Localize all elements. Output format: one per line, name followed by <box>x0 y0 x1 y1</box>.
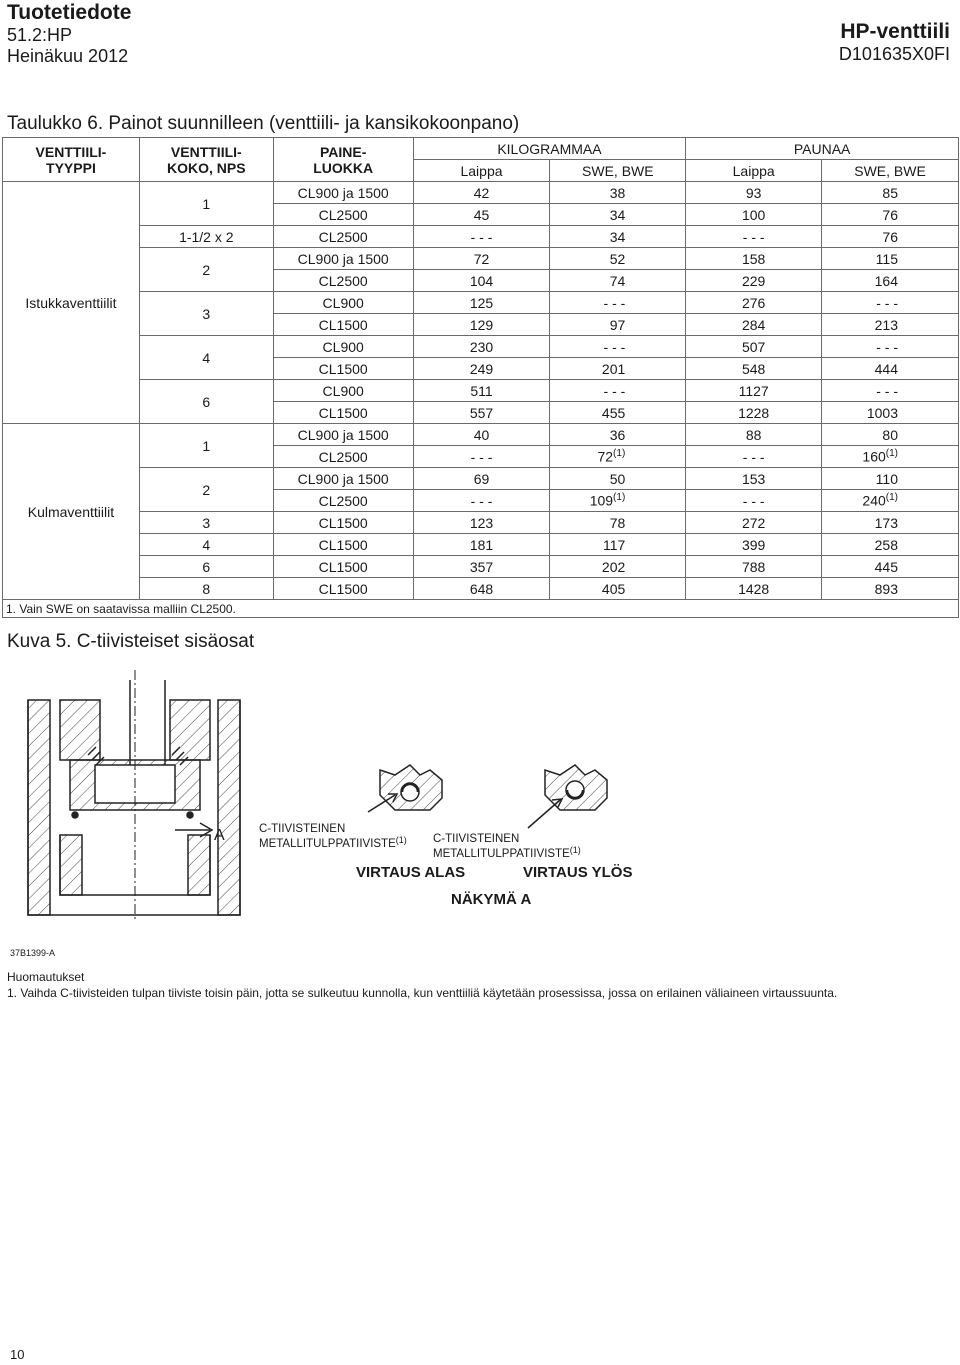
kg-swe-cell: 72$^{(1)}$ <box>550 446 686 468</box>
lb-flange-cell: 100 <box>686 204 822 226</box>
size-cell: 1 <box>139 182 273 226</box>
lb-flange-cell: 788 <box>686 556 822 578</box>
table-row <box>3 226 959 248</box>
valve-section-view <box>28 670 240 920</box>
table-row <box>3 534 959 556</box>
class-cell: CL2500 <box>273 490 413 512</box>
class-cell: CL900 <box>273 336 413 358</box>
kg-swe-cell: - - - <box>550 380 686 402</box>
table-row <box>3 292 959 314</box>
table-title: Taulukko 6. Painot suunnilleen (venttiili- ja kansikokoonpano) <box>7 113 520 134</box>
lb-swe-cell: 76 <box>822 226 959 248</box>
lb-swe-cell: 258 <box>822 534 959 556</box>
seal-label-2-line1: C-TIIVISTEINEN <box>433 833 520 845</box>
lb-flange-cell: 88 <box>686 424 822 446</box>
kg-flange-cell: 45 <box>413 204 550 226</box>
size-cell: 4 <box>139 534 273 556</box>
notes-text: 1. Vaihda C-tiivisteiden tulpan tiiviste toisin päin, jotta se sulkeutuu kunnolla, kun venttiiliä käytetään prosessissa, jossa on erilainen väliaineen virtaussuunta. <box>7 986 838 1000</box>
size-cell: 8 <box>139 578 273 600</box>
view-a-label: NÄKYMÄ A <box>451 891 532 908</box>
table-footnote-row <box>3 600 959 618</box>
lb-flange-cell: 158 <box>686 248 822 270</box>
col-header-lb-flange: Laippa <box>686 160 822 182</box>
lb-swe-cell: 110 <box>822 468 959 490</box>
size-cell: 3 <box>139 292 273 336</box>
table-row <box>3 248 959 270</box>
kg-flange-cell: 357 <box>413 556 550 578</box>
lb-swe-cell: 80 <box>822 424 959 446</box>
lb-flange-cell: - - - <box>686 446 822 468</box>
kg-flange-cell: 123 <box>413 512 550 534</box>
col-header-size: VENTTIILI- KOKO, NPS <box>139 138 273 182</box>
lb-flange-cell: 229 <box>686 270 822 292</box>
class-cell: CL1500 <box>273 402 413 424</box>
table-row <box>3 424 959 446</box>
lb-flange-cell: 276 <box>686 292 822 314</box>
col-header-kg-swe: SWE, BWE <box>550 160 686 182</box>
kg-swe-cell: 455 <box>550 402 686 424</box>
kg-flange-cell: - - - <box>413 490 550 512</box>
kg-swe-cell: 38 <box>550 182 686 204</box>
kg-swe-cell: 78 <box>550 512 686 534</box>
lb-swe-cell: - - - <box>822 292 959 314</box>
page-number: 10 <box>10 1347 25 1362</box>
kg-swe-cell: 201 <box>550 358 686 380</box>
col-header-type: VENTTIILI- TYYPPI <box>3 138 140 182</box>
kg-swe-cell: 36 <box>550 424 686 446</box>
kg-swe-cell: 52 <box>550 248 686 270</box>
notes-heading: Huomautukset <box>7 970 85 984</box>
kg-flange-cell: 42 <box>413 182 550 204</box>
lb-flange-cell: 1428 <box>686 578 822 600</box>
seal-detail-flow-down <box>368 765 442 812</box>
lb-swe-cell: 444 <box>822 358 959 380</box>
lb-flange-cell: 1228 <box>686 402 822 424</box>
class-cell: CL2500 <box>273 270 413 292</box>
kg-swe-cell: 202 <box>550 556 686 578</box>
doc-code: D101635X0FI <box>838 44 950 64</box>
lb-swe-cell: 1003 <box>822 402 959 424</box>
col-header-lb: PAUNAA <box>686 138 959 160</box>
lb-swe-cell: 85 <box>822 182 959 204</box>
lb-swe-cell: 893 <box>822 578 959 600</box>
seal-label-2-line2: METALLITULPPATIIVISTE$^{(1)}$ <box>433 845 581 860</box>
table-row <box>3 336 959 358</box>
class-cell: CL1500 <box>273 534 413 556</box>
lb-flange-cell: - - - <box>686 226 822 248</box>
kg-flange-cell: 129 <box>413 314 550 336</box>
lb-swe-cell: 213 <box>822 314 959 336</box>
kg-swe-cell: 74 <box>550 270 686 292</box>
lb-swe-cell: 115 <box>822 248 959 270</box>
table-row <box>3 578 959 600</box>
seal-label-1-line2: METALLITULPPATIIVISTE$^{(1)}$ <box>259 835 407 850</box>
col-header-lb-swe: SWE, BWE <box>822 160 959 182</box>
class-cell: CL2500 <box>273 204 413 226</box>
kg-flange-cell: - - - <box>413 226 550 248</box>
lb-swe-cell: 160$^{(1)}$ <box>822 446 959 468</box>
valve-trim-drawing <box>0 660 960 950</box>
col-header-kg-flange: Laippa <box>413 160 550 182</box>
size-cell: 1-1/2 x 2 <box>139 226 273 248</box>
lb-swe-cell: 76 <box>822 204 959 226</box>
kg-flange-cell: - - - <box>413 446 550 468</box>
table-row <box>3 182 959 204</box>
kg-flange-cell: 125 <box>413 292 550 314</box>
col-header-kg: KILOGRAMMAA <box>413 138 686 160</box>
kg-swe-cell: - - - <box>550 336 686 358</box>
size-cell: 1 <box>139 424 273 468</box>
kg-flange-cell: 104 <box>413 270 550 292</box>
kg-swe-cell: 109$^{(1)}$ <box>550 490 686 512</box>
class-cell: CL900 ja 1500 <box>273 468 413 490</box>
footnote-mark: (1) <box>885 448 898 460</box>
table-row <box>3 380 959 402</box>
table-row <box>3 556 959 578</box>
kg-swe-cell: 405 <box>550 578 686 600</box>
kg-swe-cell: 34 <box>550 204 686 226</box>
table-row <box>3 468 959 490</box>
flow-up-label: VIRTAUS YLÖS <box>523 864 633 881</box>
lb-flange-cell: 284 <box>686 314 822 336</box>
figure-title: Kuva 5. C-tiivisteiset sisäosat <box>7 631 255 652</box>
kg-flange-cell: 648 <box>413 578 550 600</box>
class-cell: CL1500 <box>273 358 413 380</box>
doc-header-right <box>839 20 950 65</box>
class-cell: CL900 ja 1500 <box>273 248 413 270</box>
col-header-pressure: PAINE- LUOKKA <box>273 138 413 182</box>
lb-flange-cell: 93 <box>686 182 822 204</box>
table-row <box>3 512 959 534</box>
doc-title: Tuotetiedote <box>7 1 132 24</box>
class-cell: CL1500 <box>273 578 413 600</box>
doc-header-left <box>7 0 131 67</box>
size-cell: 6 <box>139 380 273 424</box>
weights-table <box>2 137 959 618</box>
lb-flange-cell: 399 <box>686 534 822 556</box>
seal-label-1-line1: C-TIIVISTEINEN <box>259 823 346 835</box>
lb-flange-cell: 507 <box>686 336 822 358</box>
lb-flange-cell: 1127 <box>686 380 822 402</box>
lb-swe-cell: 164 <box>822 270 959 292</box>
seal-detail-flow-up <box>528 765 607 828</box>
doc-date: Heinäkuu 2012 <box>7 46 129 66</box>
kg-flange-cell: 69 <box>413 468 550 490</box>
size-cell: 2 <box>139 248 273 292</box>
class-cell: CL900 ja 1500 <box>273 182 413 204</box>
group-angle: Kulmaventtiilit <box>3 424 140 600</box>
kg-flange-cell: 72 <box>413 248 550 270</box>
product-name: HP-venttiili <box>840 20 950 43</box>
lb-swe-cell: 173 <box>822 512 959 534</box>
kg-swe-cell: 117 <box>550 534 686 556</box>
lb-flange-cell: 272 <box>686 512 822 534</box>
flow-down-label: VIRTAUS ALAS <box>356 864 466 881</box>
kg-flange-cell: 230 <box>413 336 550 358</box>
kg-swe-cell: 34 <box>550 226 686 248</box>
size-cell: 6 <box>139 556 273 578</box>
lb-flange-cell: - - - <box>686 490 822 512</box>
class-cell: CL1500 <box>273 314 413 336</box>
group-straight: Istukkaventtiilit <box>3 182 140 424</box>
view-a-marker: A <box>214 827 225 844</box>
lb-swe-cell: - - - <box>822 380 959 402</box>
size-cell: 2 <box>139 468 273 512</box>
kg-flange-cell: 181 <box>413 534 550 556</box>
class-cell: CL900 <box>273 380 413 402</box>
lb-flange-cell: 153 <box>686 468 822 490</box>
kg-flange-cell: 249 <box>413 358 550 380</box>
drawing-code: 37B1399-A <box>10 948 56 958</box>
class-cell: CL2500 <box>273 446 413 468</box>
lb-swe-cell: 240$^{(1)}$ <box>822 490 959 512</box>
kg-swe-cell: 97 <box>550 314 686 336</box>
class-cell: CL2500 <box>273 226 413 248</box>
kg-swe-cell: - - - <box>550 292 686 314</box>
class-cell: CL900 <box>273 292 413 314</box>
size-cell: 4 <box>139 336 273 380</box>
footnote-mark: (1) <box>613 492 626 504</box>
lb-flange-cell: 548 <box>686 358 822 380</box>
kg-flange-cell: 511 <box>413 380 550 402</box>
table-footnote: 1. Vain SWE on saatavissa malliin CL2500. <box>3 600 959 618</box>
kg-swe-cell: 50 <box>550 468 686 490</box>
kg-flange-cell: 557 <box>413 402 550 424</box>
lb-swe-cell: - - - <box>822 336 959 358</box>
class-cell: CL1500 <box>273 512 413 534</box>
size-cell: 3 <box>139 512 273 534</box>
footnote-mark: (1) <box>613 448 626 460</box>
footnote-mark: (1) <box>885 492 898 504</box>
kg-flange-cell: 40 <box>413 424 550 446</box>
doc-number: 51.2:HP <box>7 25 73 45</box>
lb-swe-cell: 445 <box>822 556 959 578</box>
class-cell: CL1500 <box>273 556 413 578</box>
class-cell: CL900 ja 1500 <box>273 424 413 446</box>
